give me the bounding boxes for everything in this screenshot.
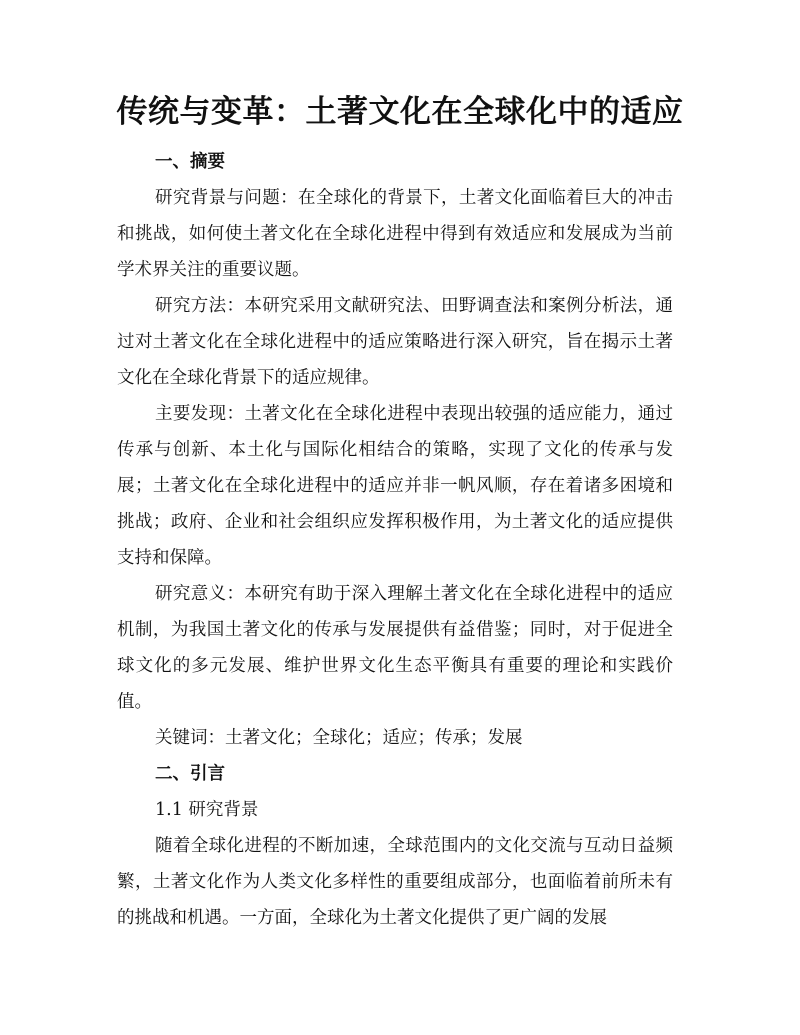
subsection-heading-background: 1.1 研究背景: [155, 800, 259, 820]
section-heading-introduction: 二、引言: [155, 764, 225, 784]
paragraph-research-significance: 研究意义：本研究有助于深入理解土著文化在全球化进程中的适应机制，为我国土著文化的传承与发展提供有益借鉴；同时，对于促进全球文化的多元发展、维护世界文化生态平衡具有重要的理论和实践价值。: [117, 584, 673, 712]
document-body: [117, 144, 673, 936]
paragraph-intro-background: 随着全球化进程的不断加速，全球范围内的文化交流与互动日益频繁，土著文化作为人类文化多样性的重要组成部分，也面临着前所未有的挑战和机遇。一方面，全球化为土著文化提供了更广阔的发展: [117, 836, 673, 928]
document-title: 传统与变革：土著文化在全球化中的适应: [116, 94, 684, 130]
keywords-line: 关键词：土著文化；全球化；适应；传承；发展: [155, 728, 523, 748]
section-heading-abstract: 一、摘要: [155, 152, 225, 172]
paragraph-main-findings: 主要发现：土著文化在全球化进程中表现出较强的适应能力，通过传承与创新、本土化与国际化相结合的策略，实现了文化的传承与发展；土著文化在全球化进程中的适应并非一帆风顺，存在着诸多困境和挑战；政府、企业和社会组织应发挥积极作用，为土著文化的适应提供支持和保障。: [117, 404, 673, 568]
paragraph-research-method: 研究方法：本研究采用文献研究法、田野调查法和案例分析法，通过对土著文化在全球化进程中的适应策略进行深入研究，旨在揭示土著文化在全球化背景下的适应规律。: [117, 296, 673, 388]
paragraph-research-background: 研究背景与问题：在全球化的背景下，土著文化面临着巨大的冲击和挑战，如何使土著文化在全球化进程中得到有效适应和发展成为当前学术界关注的重要议题。: [117, 188, 673, 280]
